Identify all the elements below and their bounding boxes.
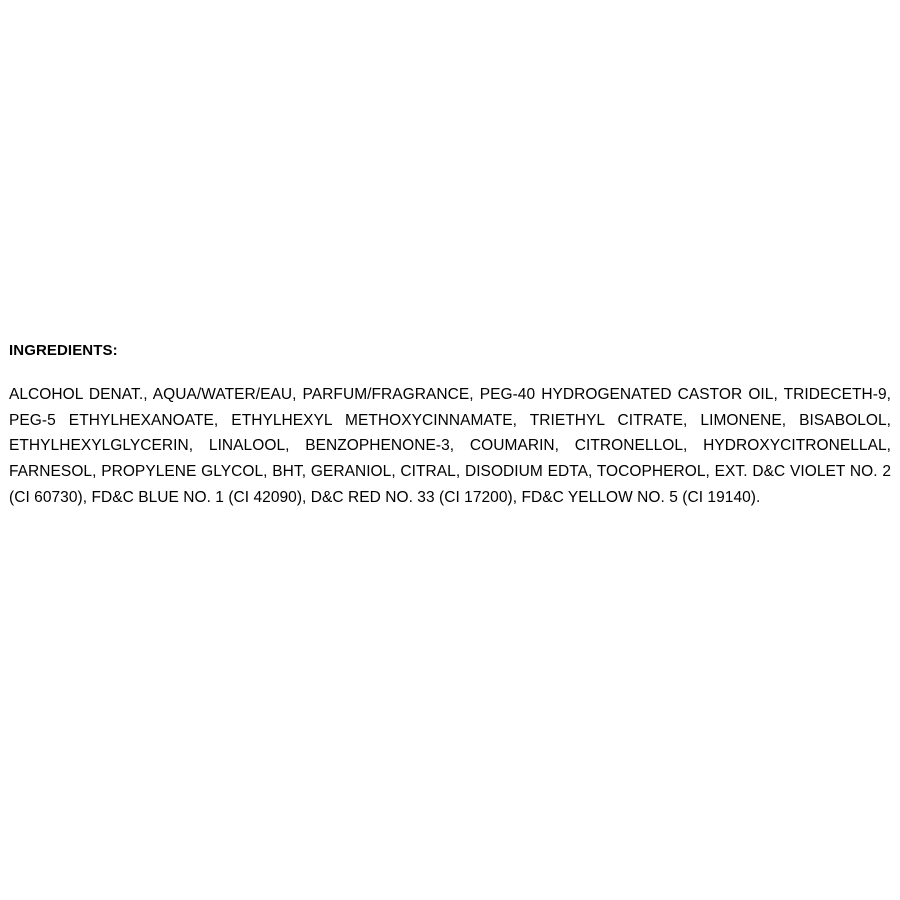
- ingredients-list: ALCOHOL DENAT., AQUA/WATER/EAU, PARFUM/FRAGRANCE, PEG-40 HYDROGENATED CASTOR OIL, TRIDECETH-9, PEG-5 ETHYLHEXANOATE, ETHYLHEXYL METHOXYCINNAMATE, TRIETHYL CITRATE, LIMONENE, BISABOLOL, ETHYLHEXYLGLYCERIN, LINALOOL, BENZOPHENONE-3, COUMARIN, CITRONELLOL, HYDROXYCITRONELLAL, FARNESOL, PROPYLENE GLYCOL, BHT, GERANIOL, CITRAL, DISODIUM EDTA, TOCOPHEROL, EXT. D&C VIOLET NO. 2 (CI 60730), FD&C BLUE NO. 1 (CI 42090), D&C RED NO. 33 (CI 17200), FD&C YELLOW NO. 5 (CI 19140).: [9, 386, 891, 506]
- ingredients-panel: [9, 340, 891, 511]
- ingredients-heading: INGREDIENTS:: [9, 342, 118, 359]
